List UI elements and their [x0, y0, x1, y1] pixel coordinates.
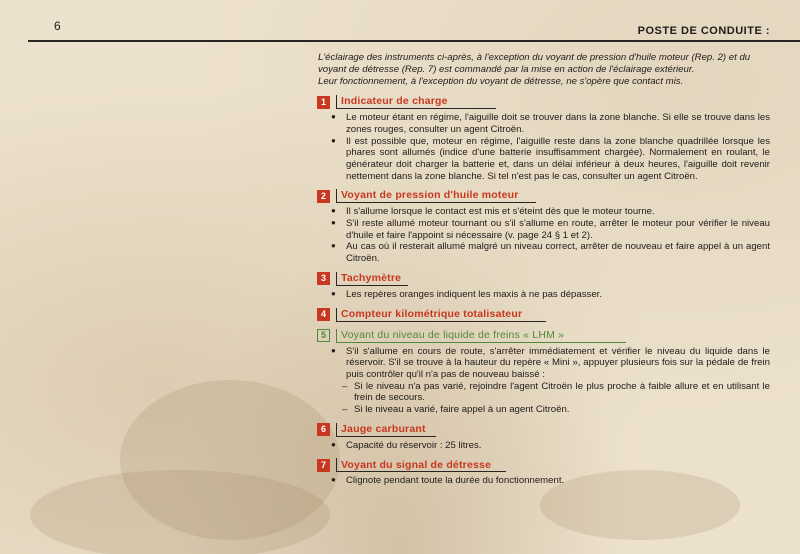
page-number: 6 — [54, 19, 61, 33]
section-header — [317, 329, 770, 343]
section-header — [317, 308, 770, 322]
section-header — [317, 272, 770, 286]
section-title: Voyant du niveau de liquide de freins « LHM » — [336, 329, 626, 343]
section-number: 5 — [317, 329, 330, 342]
intro-paragraph: Leur fonctionnement, à l'exception du voyant de détresse, ne s'opère que contact mis. — [318, 76, 684, 88]
header-divider — [28, 40, 800, 42]
intro — [318, 52, 770, 88]
bullet-list — [318, 206, 770, 265]
bullet-list — [318, 112, 770, 182]
page-title: POSTE DE CONDUITE : — [637, 25, 770, 37]
section-number: 7 — [317, 459, 330, 472]
section-jauge-carburant — [318, 423, 770, 452]
section-number: 1 — [317, 96, 330, 109]
list-item: ● S'il s'allume en cours de route, s'arrêter immédiatement et vérifier le niveau du liquide dans le réservoir. S'il se trouve à la hauteur du repère « Mini », appuyer plusieurs fois sur la pédale de frein puis contrôler qu'il n'a pas de nouveau baissé : — [318, 346, 770, 381]
section-compteur-kilometrique — [318, 308, 770, 322]
dash-item: – Si le niveau n'a pas varié, rejoindre l'agent Citroën le plus proche à faible allure et en utilisant le frein de secours. — [318, 381, 770, 404]
intro-paragraph: L'éclairage des instruments ci-après, à l'exception du voyant de pression d'huile moteur (Rep. 2) et du voyant de détresse (Rep. 7) est commandé par la mise en action de l'éclairage extérieur. — [318, 52, 751, 75]
section-indicateur-de-charge — [318, 95, 770, 182]
section-voyant-liquide-freins — [318, 329, 770, 416]
list-item: ● S'il reste allumé moteur tournant ou s'il s'allume en route, arrêter le moteur pour vérifier le niveau d'huile et faire l'appoint si nécessaire (v. page 24 § 1 et 2). — [318, 218, 770, 241]
section-voyant-pression-huile — [318, 189, 770, 265]
content-column — [318, 52, 770, 487]
section-voyant-detresse — [318, 458, 770, 487]
bullet-list — [318, 346, 770, 381]
section-header — [317, 95, 770, 109]
section-title: Tachymètre — [336, 272, 408, 286]
section-number: 2 — [317, 190, 330, 203]
section-header — [317, 189, 770, 203]
section-title: Voyant de pression d'huile moteur — [336, 189, 536, 203]
bullet-list — [318, 289, 770, 301]
paper-stain — [30, 470, 330, 554]
list-item: ● Clignote pendant toute la durée du fonctionnement. — [318, 475, 770, 487]
list-item: ● Capacité du réservoir : 25 litres. — [318, 440, 770, 452]
bullet-list — [318, 475, 770, 487]
section-title: Jauge carburant — [336, 423, 436, 437]
section-header — [317, 423, 770, 437]
section-number: 6 — [317, 423, 330, 436]
section-title: Compteur kilométrique totalisateur — [336, 308, 546, 322]
list-item: ● Il est possible que, moteur en régime, l'aiguille reste dans la zone blanche quadrillée lorsque les phares sont allumés (indice d'une batterie insuffisamment chargée). Normalement en roulant, le générateur doit charger la batterie et, dans un délai inférieur à deux heures, l'aiguille doit revenir nettement dans la zone blanche. Si tel n'est pas le cas, consulter un agent Citroën. — [318, 136, 770, 183]
list-item: ● Le moteur étant en régime, l'aiguille doit se trouver dans la zone blanche. Si elle se trouve dans les zones rouges, consulter un agent Citroën. — [318, 112, 770, 135]
section-header — [317, 458, 770, 472]
list-item: ● Au cas où il resterait allumé malgré un niveau correct, arrêter de nouveau et faire appel à un agent Citroën. — [318, 241, 770, 264]
section-number: 4 — [317, 308, 330, 321]
list-item: ● Les repères oranges indiquent les maxis à ne pas dépasser. — [318, 289, 770, 301]
section-title: Indicateur de charge — [336, 95, 496, 109]
section-tachymetre — [318, 272, 770, 301]
dash-item: – Si le niveau a varié, faire appel à un agent Citroën. — [318, 404, 770, 416]
section-title: Voyant du signal de détresse — [336, 458, 506, 472]
section-number: 3 — [317, 272, 330, 285]
list-item: ● Il s'allume lorsque le contact est mis et s'éteint dès que le moteur tourne. — [318, 206, 770, 218]
bullet-list — [318, 440, 770, 452]
